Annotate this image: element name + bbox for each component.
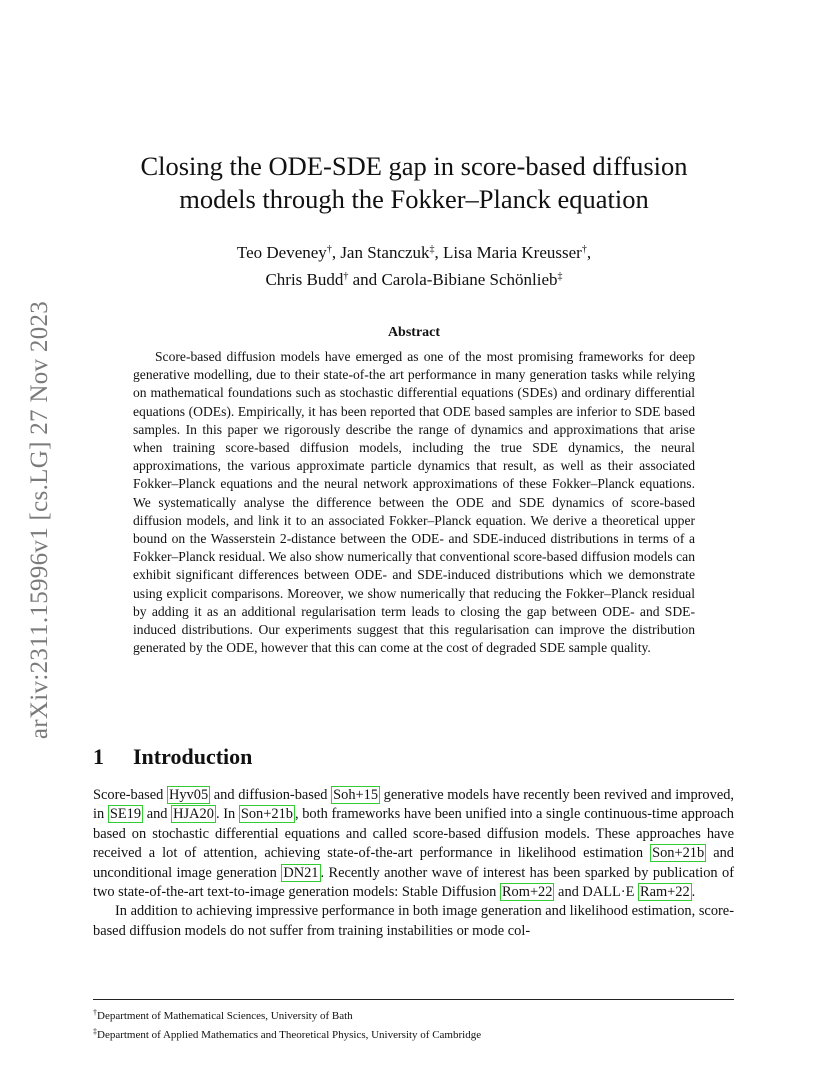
citation-link[interactable]: Soh+15 <box>333 787 379 803</box>
citation-link[interactable]: Son+21b <box>240 806 293 823</box>
text-run: . <box>691 884 696 901</box>
arxiv-identifier: arXiv:2311.15996v1 [cs.LG] 27 Nov 2023 <box>26 300 54 740</box>
arxiv-sidebar <box>20 282 60 758</box>
citation-link[interactable]: DN21 <box>283 864 319 881</box>
affiliation-mark: † <box>343 271 349 282</box>
citation-link[interactable]: SE19 <box>109 806 142 823</box>
citation-link[interactable]: Ram+22 <box>639 884 690 901</box>
paper-title <box>100 150 728 216</box>
author-list <box>100 238 728 292</box>
section-heading <box>93 744 252 770</box>
title-line-2: models through the Fokker–Planck equation <box>179 184 649 214</box>
author-line-1 <box>100 238 728 265</box>
affiliation-mark: ‡ <box>429 244 435 255</box>
author-separator: and <box>348 270 382 289</box>
footnote-1 <box>93 1005 481 1024</box>
text-run: , both frameworks have been unified into a single continuous-time approach based on stochastic differential equations and called score-based diffusion models. These approaches have received a lot of attention, achieving state-of-the-art performance in likelihood estimation <box>93 806 735 862</box>
section-number: 1 <box>93 744 104 769</box>
intro-paragraph-2: In addition to achieving impressive performance in both image generation and likelihood estimation, score-based diffusion models do not suffer from training instabilities or mode col- <box>93 903 734 939</box>
author-name: Lisa Maria Kreusser <box>443 243 582 262</box>
footnote-divider <box>93 999 734 1000</box>
citation-link[interactable]: HJA20 <box>173 806 214 823</box>
text-run: and DALL·E <box>554 884 638 901</box>
affiliation-mark: † <box>326 244 332 255</box>
author-name: Jan Stanczuk <box>340 243 430 262</box>
section-title: Introduction <box>133 744 253 769</box>
citation-link[interactable]: Son+21b <box>652 845 705 862</box>
footnote-2 <box>93 1024 481 1043</box>
author-separator: , <box>331 243 341 262</box>
affiliation-mark: † <box>581 244 587 255</box>
text-run: . In <box>215 806 239 823</box>
text-run: Score-based <box>93 787 167 803</box>
footnotes <box>93 1005 481 1043</box>
text-run: and diffusion-based <box>210 787 332 803</box>
text-run: generative models have recently been revived and improved, in <box>93 787 734 823</box>
author-separator: , <box>434 243 444 262</box>
author-name: Teo Deveney <box>236 243 327 262</box>
text-run: and <box>143 806 172 823</box>
abstract-text: Score-based diffusion models have emerged as one of the most promising frameworks for deep generative modelling, due to their state-of-the art performance in many generation tasks while relying on mathematical foundations such as stochastic differential equations (SDEs) and ordinary differential equations (ODEs). Empirically, it has been reported that ODE based samples are inferior to SDE based samples. In this paper we rigorously describe the range of dynamics and approximations that arise when training score-based diffusion models, including the true SDE dynamics, the neural approximations, the various approximate particle dynamics that result, as well as their associated Fokker–Planck equations and the neural network approximations of these Fokker–Planck equations. We systematically analyse the difference between the ODE and SDE dynamics of score-based diffusion models, and link it to an associated Fokker–Planck equation. We derive a theoretical upper bound on the Wasserstein 2-distance between the ODE- and SDE-induced distributions in terms of a Fokker–Planck residual. We also show numerically that conventional score-based diffusion models can exhibit significant differences between ODE- and SDE-induced distributions which we demonstrate using explicit comparisons. Moreover, we show numerically that reducing the Fokker–Planck residual by adding it as an additional regularisation term leads to closing the gap between ODE- and SDE-induced distributions. Our experiments suggest that this regularisation can improve the distribution generated by the ODE, however that this can come at the cost of degraded SDE sample quality. <box>133 349 695 656</box>
text-run: and unconditional image generation <box>93 845 734 881</box>
abstract-heading: Abstract <box>387 325 441 340</box>
footnote-mark: † <box>93 1008 97 1017</box>
text-run: . Recently another wave of interest has been sparked by publication of two state-of-the-art text-to-image generation models: Stable Diffusion <box>93 864 734 901</box>
citation-link[interactable]: Hyv05 <box>168 787 209 803</box>
author-line-2 <box>100 265 728 292</box>
footnote-text: Department of Applied Mathematics and Theoretical Physics, University of Cambridge <box>97 1029 482 1041</box>
intro-paragraph-1 <box>93 786 734 902</box>
author-name: Carola-Bibiane Schönlieb <box>381 270 558 289</box>
author-name: Chris Budd <box>265 270 344 289</box>
footnote-mark: ‡ <box>93 1027 97 1036</box>
affiliation-mark: ‡ <box>557 271 563 282</box>
title-line-1: Closing the ODE-SDE gap in score-based diffusion <box>140 151 688 181</box>
introduction-body <box>93 786 734 941</box>
author-separator: , <box>586 243 592 262</box>
footnote-text: Department of Mathematical Sciences, University of Bath <box>97 1010 353 1022</box>
citation-link[interactable]: Rom+22 <box>501 884 553 901</box>
